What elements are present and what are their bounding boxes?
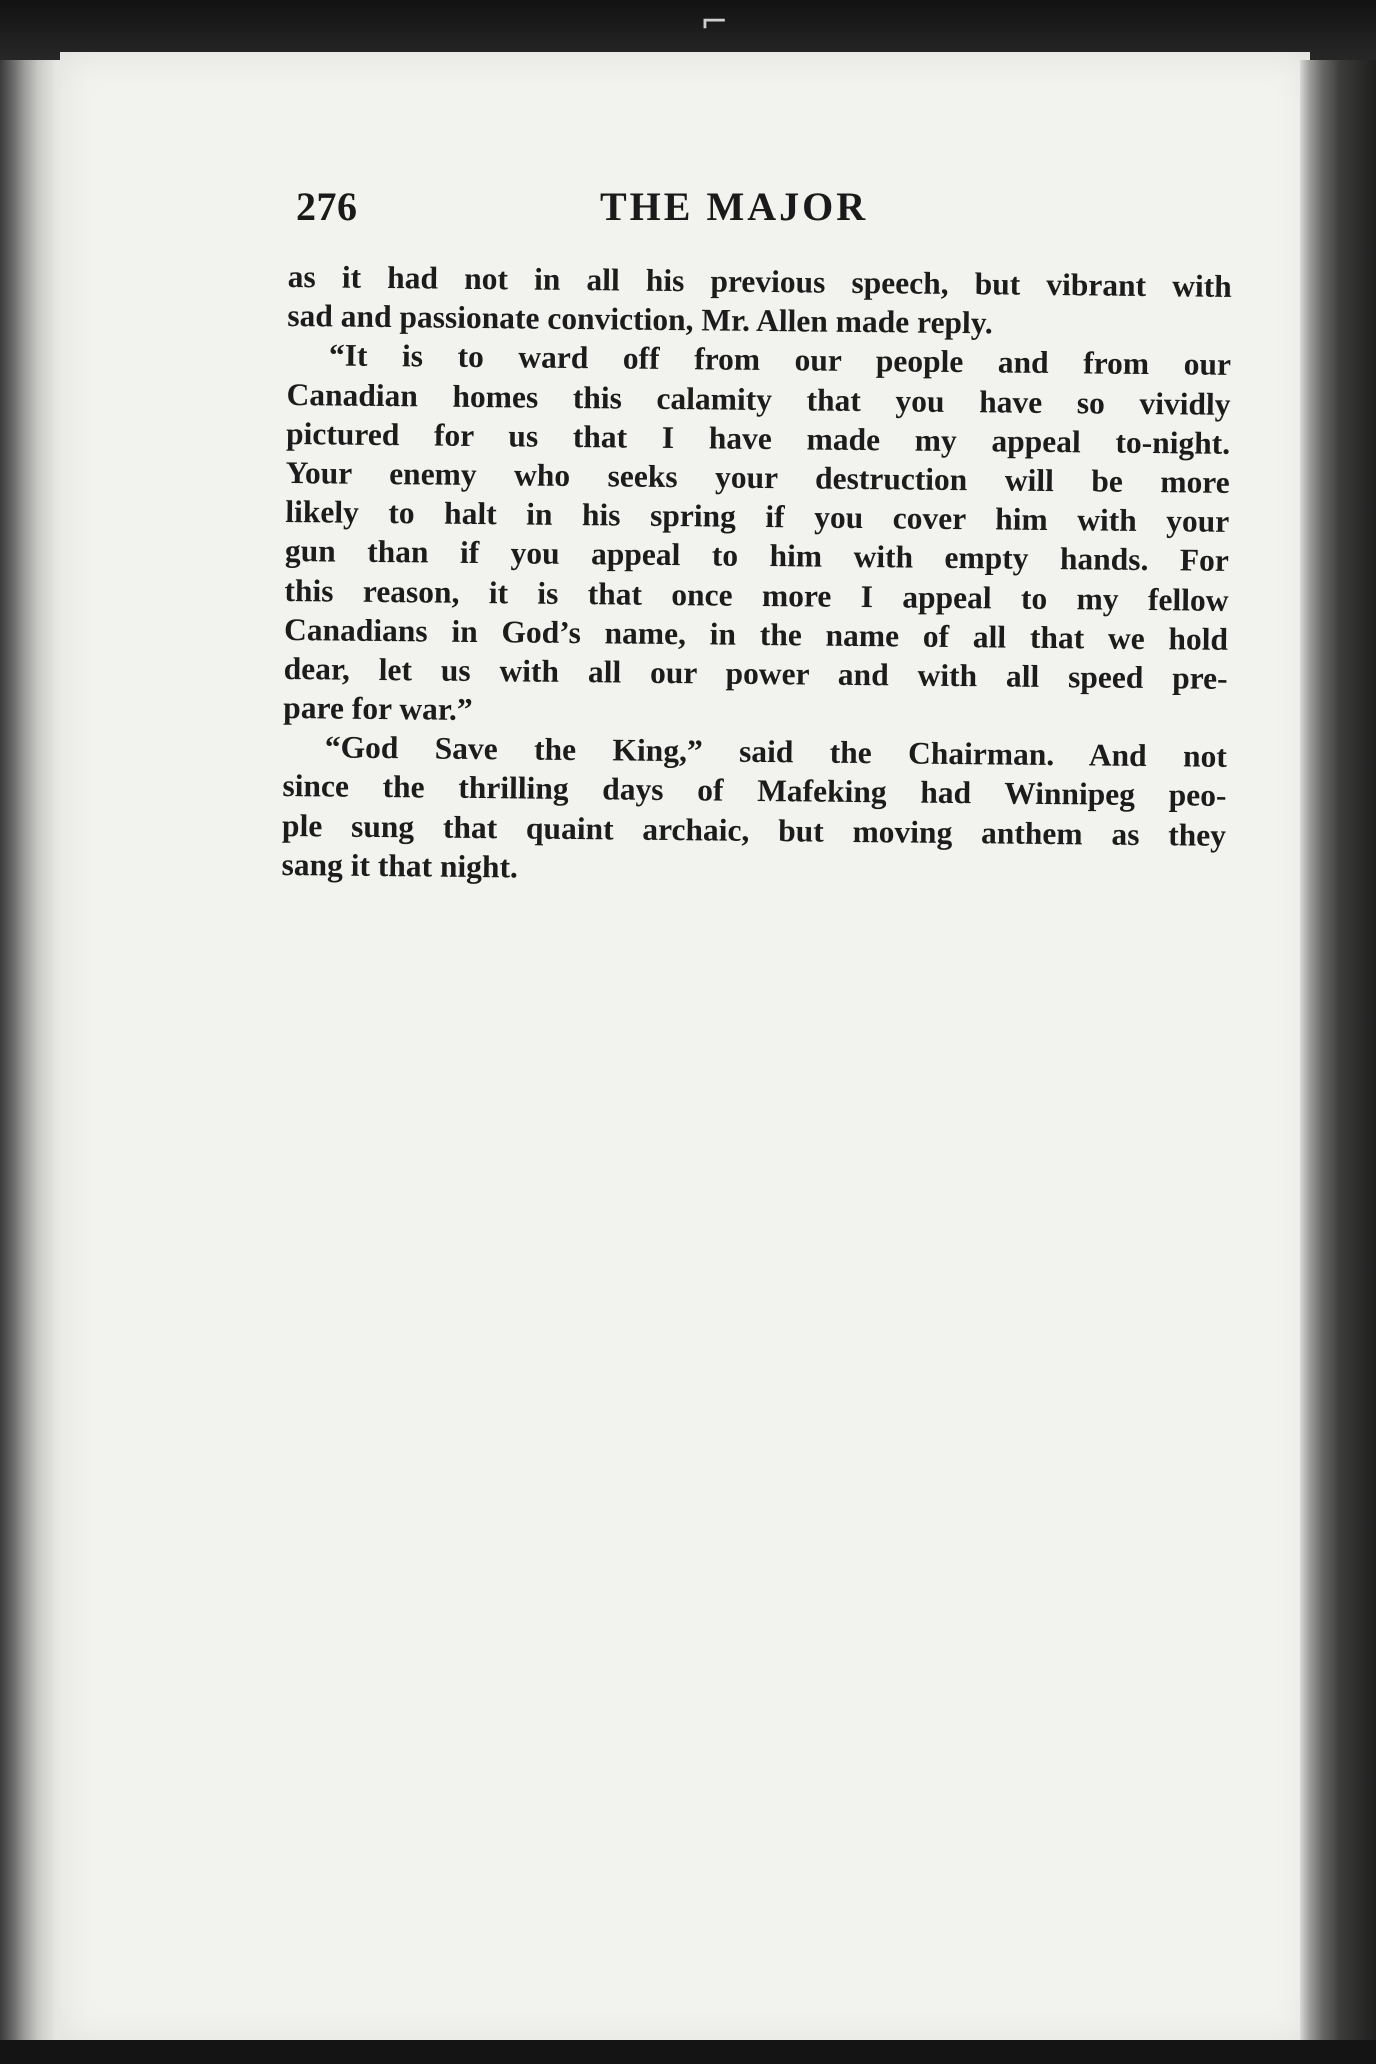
text-line: as it had not in all his previous speech, but vibrant with: [287, 258, 1232, 304]
scanner-bottom-edge: [0, 2040, 1376, 2064]
text-line: since the thrilling days of Mafeking had Winnipeg peo-: [282, 768, 1227, 814]
page-number: 276: [296, 184, 358, 229]
text-line: pictured for us that I have made my appeal to-night.: [285, 415, 1231, 461]
text-line: sad and passionate conviction, Mr. Allen made reply.: [287, 298, 993, 341]
text-line: Canadian homes this calamity that you have so vividly: [286, 376, 1231, 422]
text-line: pare for war.”: [283, 690, 473, 728]
text-line: Your enemy who seeks your destruction will be more: [285, 454, 1230, 500]
text-line: Canadians in God’s name, in the name of all that we hold: [283, 611, 1229, 657]
text-line: sang it that night.: [281, 846, 519, 885]
text-line: “God Save the King,” said the Chairman. And not: [324, 729, 1228, 775]
pencil-mark-icon: ⌐: [700, 2, 729, 42]
text-line: dear, let us with all our power and with all speed pre-: [283, 650, 1228, 696]
text-line: gun than if you appeal to him with empty hands. For: [284, 533, 1230, 579]
page-stack-left-edge: [0, 60, 64, 2045]
text-line: likely to halt in his spring if you cover him with your: [285, 494, 1230, 539]
text-line: ple sung that quaint archaic, but moving anthem as they: [281, 807, 1227, 853]
book-gutter-right-edge: [1300, 60, 1376, 2045]
text-line: “It is to ward off from our people and from our: [328, 337, 1232, 383]
running-title: THE MAJOR: [600, 184, 869, 229]
page-header: [288, 183, 1228, 243]
body-text: [281, 257, 1232, 894]
text-line: this reason, it is that once more I appeal to my fellow: [284, 572, 1229, 618]
